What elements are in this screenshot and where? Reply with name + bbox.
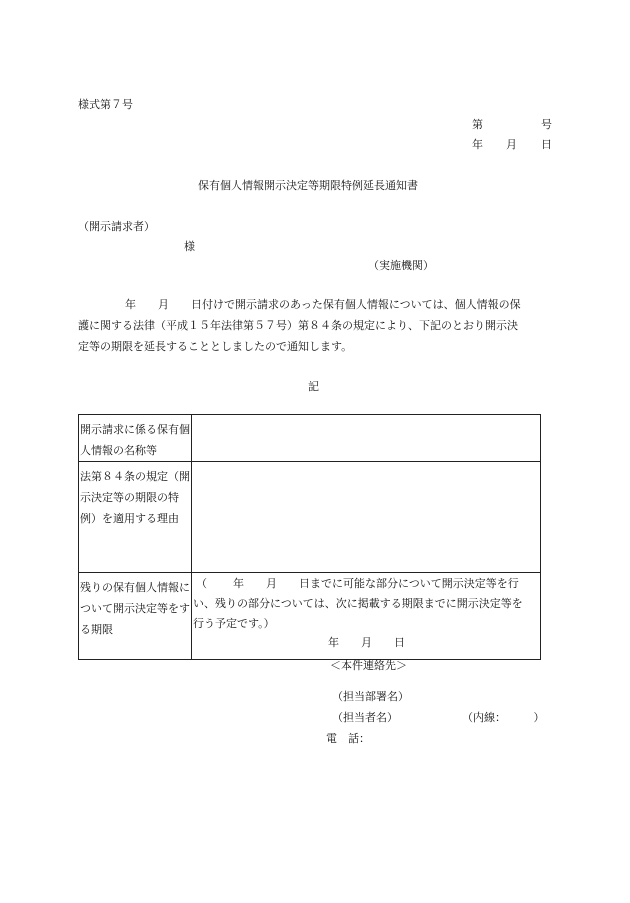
contact-heading: ＜本件連絡先＞ bbox=[330, 659, 407, 672]
table-row bbox=[79, 573, 541, 660]
deadline-date-day: 日 bbox=[394, 636, 405, 649]
deadline-date-month: 月 bbox=[361, 636, 372, 649]
deadline-line-1 bbox=[196, 577, 519, 591]
deadline-line1-rest: 日までに可能な部分について開示決定等を行 bbox=[299, 577, 519, 590]
deadline-line-3: 行う予定です。） bbox=[193, 617, 275, 630]
row3-label: 残りの保有個人情報について開示決定等をする期限 bbox=[80, 581, 190, 636]
issuer-label: （実施機関） bbox=[368, 259, 434, 272]
addressee-honorific: 様 bbox=[184, 240, 195, 253]
contact-department: （担当部署名） bbox=[332, 690, 409, 703]
table-label-cell bbox=[79, 573, 192, 660]
contact-phone: 電 話： bbox=[326, 732, 370, 745]
body-year: 年 bbox=[125, 298, 136, 311]
date-day: 日 bbox=[541, 138, 552, 151]
deadline-line-2: い、残りの部分については、次に掲載する期限までに開示決定等を bbox=[193, 597, 523, 610]
reason-field[interactable] bbox=[192, 462, 541, 573]
personal-info-name-field[interactable] bbox=[192, 415, 541, 462]
document-title: 保有個人情報開示決定等期限特例延長通知書 bbox=[198, 179, 418, 192]
contact-person: （担当者名） bbox=[332, 711, 398, 724]
table-row bbox=[79, 415, 541, 462]
body-month: 月 bbox=[158, 298, 169, 311]
deadline-year: 年 bbox=[233, 577, 244, 590]
table-label-cell bbox=[79, 415, 192, 462]
form-number: 様式第７号 bbox=[78, 98, 133, 111]
body-line1-rest: 日付けで開示請求のあった保有個人情報については、個人情報の保 bbox=[191, 298, 521, 311]
ki-heading: 記 bbox=[308, 380, 319, 393]
body-line-2: 護に関する法律（平成１５年法律第５７号）第８４条の規定により、下記のとおり開示決 bbox=[78, 319, 518, 332]
form-table bbox=[78, 414, 541, 660]
addressee-label: （開示請求者） bbox=[78, 220, 155, 233]
date-year: 年 bbox=[472, 138, 483, 151]
body-line-3: 定等の期限を延長することとしましたので通知します。 bbox=[78, 340, 353, 353]
deadline-field[interactable] bbox=[192, 573, 541, 660]
row2-label: 法第８４条の規定（開示決定等の期限の特例）を適用する理由 bbox=[80, 470, 190, 525]
deadline-date bbox=[328, 636, 405, 650]
body-line-1 bbox=[125, 298, 521, 312]
table-label-cell bbox=[79, 462, 192, 573]
row1-label: 開示請求に係る保有個人情報の名称等 bbox=[80, 423, 190, 457]
contact-extension: （内線： ） bbox=[462, 711, 545, 724]
date-month: 月 bbox=[506, 138, 517, 151]
deadline-open-paren: （ bbox=[196, 577, 207, 590]
deadline-month: 月 bbox=[266, 577, 277, 590]
doc-number-prefix: 第 bbox=[472, 118, 483, 131]
table-row bbox=[79, 462, 541, 573]
doc-number-suffix: 号 bbox=[541, 118, 552, 131]
deadline-date-year: 年 bbox=[328, 636, 339, 649]
